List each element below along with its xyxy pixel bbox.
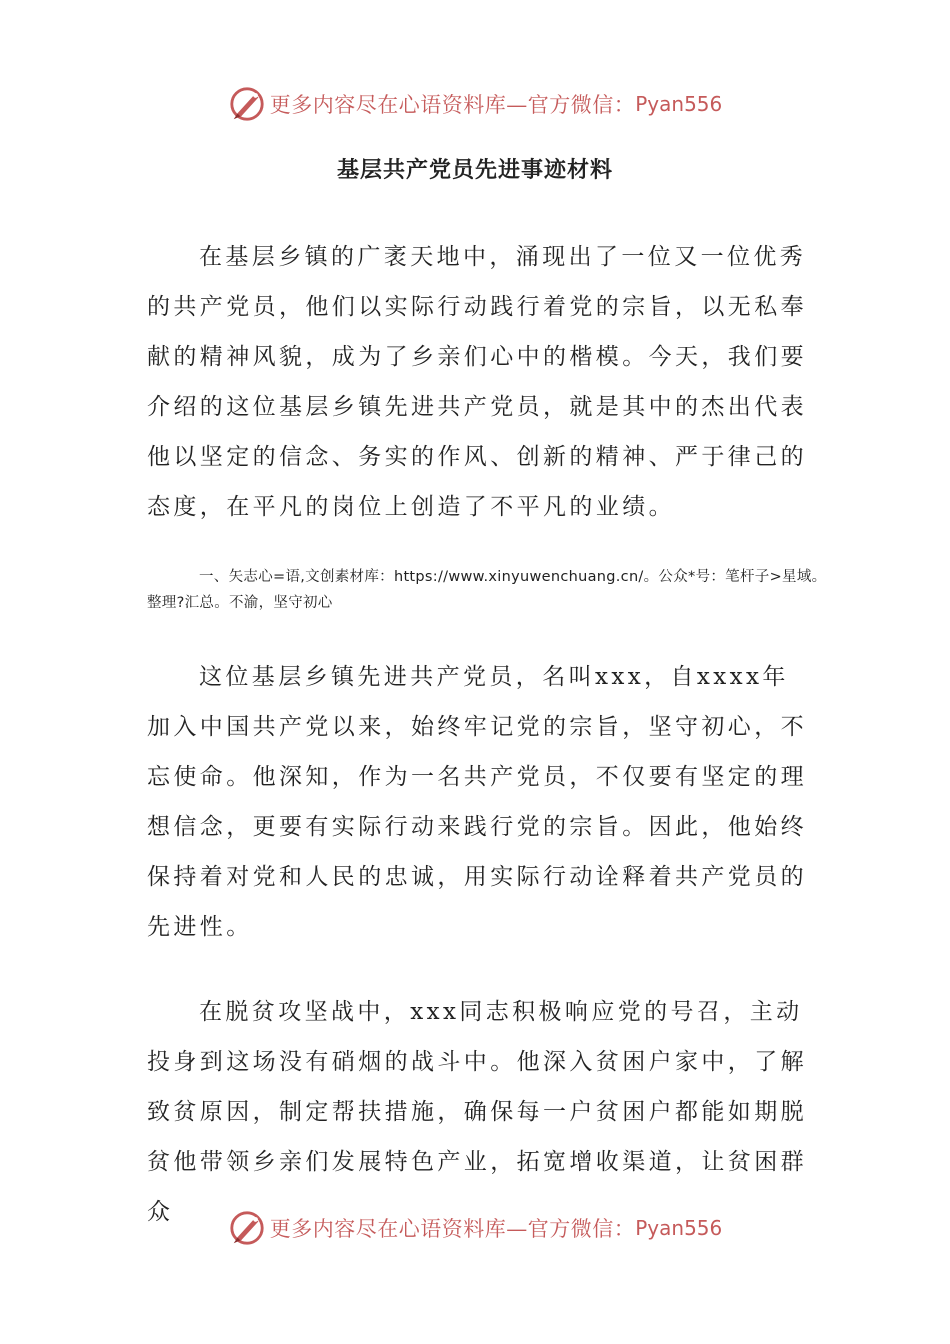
- section-note: 一、矢志心=语,文创素材库：https://www.xinyuwenchuang.cn/。公众*号：笔杆子>星域。整理?汇总。不渝，坚守初心: [147, 569, 827, 611]
- pen-logo-icon: [228, 85, 266, 123]
- paragraph-intro: 在基层乡镇的广袤天地中，涌现出了一位又一位优秀的共产党员，他们以实际行动践行着党的宗旨，以无私奉献的精神风貌，成为了乡亲们心中的楷模。今天，我们要介绍的这位基层乡镇先进共产党员，就是其中的杰出代表他以坚定的信念、务实的作风、创新的精神、严于律己的态度，在平凡的岗位上创造了不平凡的业绩。: [147, 244, 807, 520]
- header-watermark: [0, 84, 950, 124]
- paragraph-poverty: 在脱贫攻坚战中，xxx同志积极响应党的号召，主动投身到这场没有硝烟的战斗中。他深入贫困户家中，了解致贫原因，制定帮扶措施，确保每一户贫困户都能如期脱贫他带领乡亲们发展特色产业，拓宽增收渠道，让贫困群众: [147, 999, 807, 1225]
- watermark-text: 更多内容尽在心语资料库—官方微信：: [269, 1217, 636, 1241]
- pen-logo-icon: [228, 1209, 266, 1247]
- footer-watermark: [0, 1208, 950, 1248]
- document-title: 基层共产党员先进事迹材料: [336, 157, 613, 183]
- watermark-wechat-id: Pyan556: [635, 92, 723, 116]
- paragraph-profile: 这位基层乡镇先进共产党员，名叫xxx，自xxxx年加入中国共产党以来，始终牢记党的宗旨，坚守初心，不忘使命。他深知，作为一名共产党员，不仅要有坚定的理想信念，更要有实际行动来践行党的宗旨。因此，他始终保持着对党和人民的忠诚，用实际行动诠释着共产党员的先进性。: [147, 664, 807, 940]
- watermark-wechat-id: Pyan556: [635, 1216, 723, 1240]
- watermark-text: 更多内容尽在心语资料库—官方微信：: [269, 93, 636, 117]
